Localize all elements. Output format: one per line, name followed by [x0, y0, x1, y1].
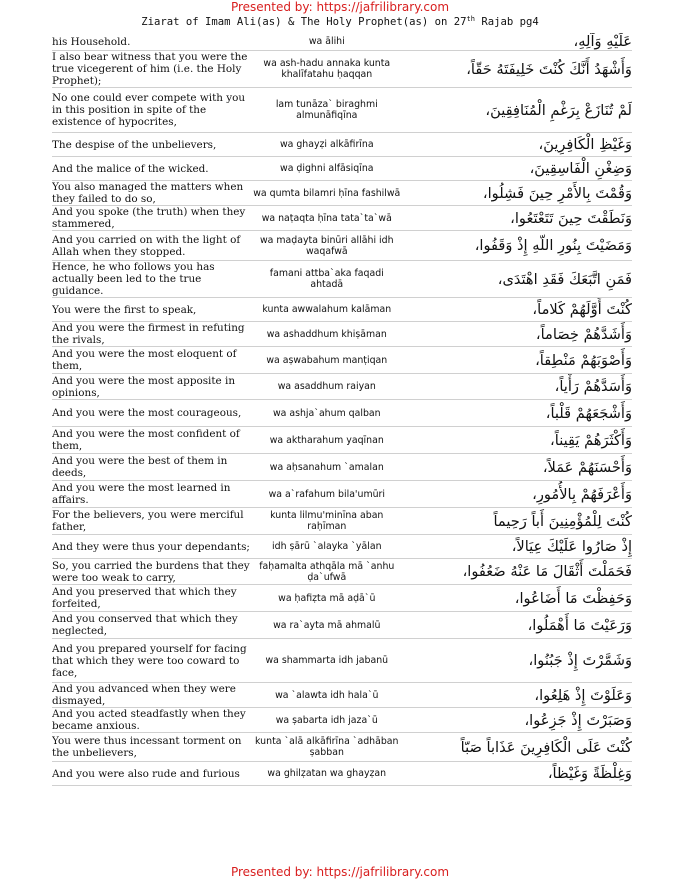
- arabic-text: كُنْتَ لِلْمُؤْمِنِينَ أَباً رَحِيماً: [493, 512, 632, 530]
- transliteration-text: wa ḍighni alfāsiqīna: [280, 163, 374, 174]
- table-row: [52, 708, 632, 733]
- table-row: [52, 298, 632, 322]
- transliteration-text: wa ashja`ahum qalban: [272, 407, 381, 419]
- transliteration-text: wa ra`ayta mā ahmalū: [273, 619, 381, 631]
- english-text: Hence, he who follows you has actually been led to the true guidance.: [52, 261, 215, 297]
- arabic-text: كُنْتَ أَوَّلَهُمْ كَلاماً،: [532, 301, 632, 318]
- arabic-text: لَمْ تُنَازَعْ بِرَغْمِ الْمُنَافِقِينَ،: [485, 101, 632, 119]
- arabic-text: وَأَعْرَفَهُمْ بِالأُمُورِ،: [532, 485, 632, 503]
- transliteration-text: wa aṣwabahum manṭiqan: [266, 354, 388, 366]
- english-text: I also bear witness that you were the true vicegerent of him (i.e. the Holy Prophet);: [52, 51, 248, 87]
- transliteration-text: wa ash-hadu annaka kunta khalīfatahu ḥaqqan: [263, 58, 391, 80]
- english-text: And you advanced when they were dismayed,: [52, 683, 236, 707]
- transliteration-text: wa ḥafiẓta mā aḍā`ū: [278, 592, 376, 604]
- table-row: [52, 762, 632, 786]
- english-text: And the malice of the wicked.: [52, 162, 209, 175]
- transliteration-text: wa ghilẓatan wa ghayẓan: [267, 768, 387, 779]
- transliteration-text: wa shammarta idh jabanū: [265, 655, 389, 666]
- transliteration-text: wa naṭaqta ḥīna tata`ta`wā: [261, 212, 392, 224]
- english-text: You also managed the matters when they failed to do so,: [52, 181, 244, 205]
- arabic-text: كُنْتَ عَلَى الْكَافِرِينَ عَذَاباً صَبّاً: [460, 738, 632, 756]
- table-row: [52, 322, 632, 347]
- table-row: [52, 733, 632, 762]
- table-row: [52, 639, 632, 683]
- english-text: The despise of the unbelievers,: [52, 138, 217, 151]
- table-row: [52, 347, 632, 374]
- table-row: [52, 133, 632, 157]
- arabic-text: وَأَحْسَنَهُمْ عَمَلاً،: [542, 458, 632, 476]
- translation-table: [52, 33, 632, 786]
- table-row: [52, 206, 632, 231]
- table-row: [52, 612, 632, 639]
- transliteration-text: wa `alawta idh hala`ū: [275, 689, 379, 701]
- arabic-text: وَغِلْظَةً وَغَيْظاً،: [547, 765, 632, 782]
- table-row: [52, 374, 632, 400]
- english-text: And you were the most apposite in opinions,: [52, 374, 236, 399]
- table-row: [52, 481, 632, 508]
- arabic-text: وَمَضَيْتَ بِنُورِ اللّهِ إِذْ وَقَفُوا،: [474, 237, 632, 254]
- table-row: [52, 585, 632, 612]
- transliteration-text: wa ṣabarta idh jaza`ū: [275, 714, 378, 726]
- english-text: And you spoke (the truth) when they stammered,: [52, 206, 246, 230]
- table-row: [52, 683, 632, 708]
- arabic-text: عَلَيْهِ وَآلِهِ،: [573, 33, 632, 50]
- table-row: [52, 51, 632, 88]
- arabic-text: إِذْ صَارُوا عَلَيْكَ عِيَالاً،: [511, 538, 632, 555]
- transliteration-text: kunta lilmu'minīna aban raḥīman: [270, 510, 384, 532]
- english-text: And you carried on with the light of Allah when they stopped.: [52, 233, 241, 258]
- transliteration-text: famani attba`aka faqadi ahtadā: [269, 268, 384, 290]
- table-row: [52, 88, 632, 133]
- arabic-text: فَمَنِ اتَّبَعَكَ فَقَدِ اهْتَدَى،: [497, 270, 632, 288]
- arabic-text: وَنَطَقْتَ حِينَ تَتَعْتَعُوا،: [510, 209, 632, 227]
- arabic-text: وَأَصْوَبَهُمْ مَنْطِقاً،: [535, 351, 632, 369]
- transliteration-text: wa a`rafahum bila'umūri: [268, 488, 385, 500]
- english-text: And you were also rude and furious: [52, 767, 240, 780]
- table-row: [52, 181, 632, 206]
- table-row: [52, 400, 632, 427]
- header-title: Ziarat of Imam Ali(as) & The Holy Prophet(as) on 27: [141, 16, 467, 28]
- english-text: And you were the firmest in refuting the rivals,: [52, 322, 245, 346]
- arabic-text: وَعَلَوْتَ إِذْ هَلِعُوا،: [534, 686, 632, 704]
- transliteration-text: wa ghayẓi alkāfirīna: [279, 139, 374, 150]
- arabic-text: وَصَبَرْتَ إِذْ جَزِعُوا،: [524, 711, 632, 729]
- arabic-text: وَأَشْهَدُ أَنَّكَ كُنْتَ خَلِيفَتَهُ حَقّاً،: [466, 60, 632, 78]
- table-row: [52, 157, 632, 181]
- arabic-text: وَأَشَدَّهُمْ خِصَاماً،: [535, 325, 632, 343]
- transliteration-text: wa ashaddhum khiṣāman: [266, 328, 387, 340]
- table-row: [52, 535, 632, 559]
- arabic-text: وَشَمَّرْتَ إِذْ جَبُنُوا،: [528, 652, 632, 669]
- table-row: [52, 427, 632, 454]
- english-text: And you were the most learned in affairs.: [52, 482, 231, 506]
- table-row: [52, 508, 632, 535]
- transliteration-text: wa maḍayta binūri allāhi idh waqafwā: [260, 234, 394, 257]
- table-row: [52, 261, 632, 298]
- english-text: And you were the most courageous,: [52, 407, 242, 419]
- table-row: [52, 231, 632, 261]
- page-header: [0, 15, 680, 29]
- transliteration-text: wa asaddhum raiyan: [277, 381, 376, 392]
- transliteration-text: faḥamalta athqāla mā `anhu ḍa`ufwā: [259, 560, 395, 583]
- arabic-text: وَغَيْظِ الْكَافِرِينَ،: [538, 136, 632, 153]
- transliteration-text: kunta awwalahum kalāman: [262, 304, 392, 315]
- transliteration-text: wa aktharahum yaqīnan: [269, 434, 384, 446]
- english-text: No one could ever compete with you in this position in spite of the existence of hypocrites,: [52, 92, 246, 128]
- english-text: You were thus incessant torment on the unbelievers,: [52, 735, 242, 759]
- transliteration-text: lam tunāza` biraghmi almunāfiqīna: [275, 99, 378, 121]
- watermark-top: Presented by: https://jafrilibrary.com: [230, 0, 450, 14]
- english-text: And you were the most eloquent of them,: [52, 348, 237, 372]
- english-text: So, you carried the burdens that they were too weak to carry,: [52, 559, 250, 584]
- transliteration-text: wa aḥsanahum `amalan: [269, 461, 384, 473]
- table-row: [52, 559, 632, 585]
- arabic-text: وَقُمْتَ بِالأَمْرِ حِينَ فَشِلُوا،: [482, 184, 632, 202]
- arabic-text: وَأَشْجَعَهُمْ قَلْباً،: [545, 404, 632, 422]
- english-text: And you were the best of them in deeds,: [52, 455, 228, 479]
- english-text: And you acted steadfastly when they became anxious.: [52, 708, 246, 732]
- transliteration-text: kunta `alā alkāfirīna `adhāban ṣabban: [255, 736, 399, 758]
- english-text: his Household.: [52, 35, 131, 48]
- arabic-text: وَأَكْثَرَهُمْ يَقِيناً،: [550, 431, 632, 449]
- table-row: [52, 454, 632, 481]
- english-text: And they were thus your dependants;: [52, 540, 250, 553]
- english-text: And you conserved that which they neglected,: [52, 613, 238, 637]
- header-superscript: th: [466, 15, 475, 23]
- transliteration-text: wa qumta bilamri ḥīna fashilwā: [253, 187, 401, 199]
- arabic-text: وَرَعَيْتَ مَا أَهْمَلُوا،: [527, 616, 632, 634]
- arabic-text: فَحَمَلْتَ أَثْقَالَ مَا عَنْهُ ضَعُفُوا،: [462, 563, 632, 580]
- english-text: And you prepared yourself for facing that which they were too coward to face,: [52, 642, 247, 679]
- english-text: And you were the most confident of them,: [52, 428, 240, 452]
- english-text: And you preserved that which they forfeited,: [52, 586, 237, 610]
- header-title-end: Rajab pg4: [474, 16, 539, 28]
- arabic-text: وَأَسَدَّهُمْ رَأْياً،: [554, 378, 632, 395]
- transliteration-text: wa ālihi: [308, 36, 345, 47]
- arabic-text: وَضِغْنِ الْفَاسِقِينَ،: [529, 160, 632, 177]
- english-text: You were the first to speak,: [52, 303, 197, 316]
- table-row: [52, 33, 632, 51]
- watermark-bottom: Presented by: https://jafrilibrary.com: [230, 865, 450, 879]
- arabic-text: وَحَفِظْتَ مَا أَضَاعُوا،: [514, 589, 632, 607]
- english-text: For the believers, you were merciful father,: [52, 509, 244, 533]
- transliteration-text: idh ṣārū `alayka `yālan: [272, 541, 382, 552]
